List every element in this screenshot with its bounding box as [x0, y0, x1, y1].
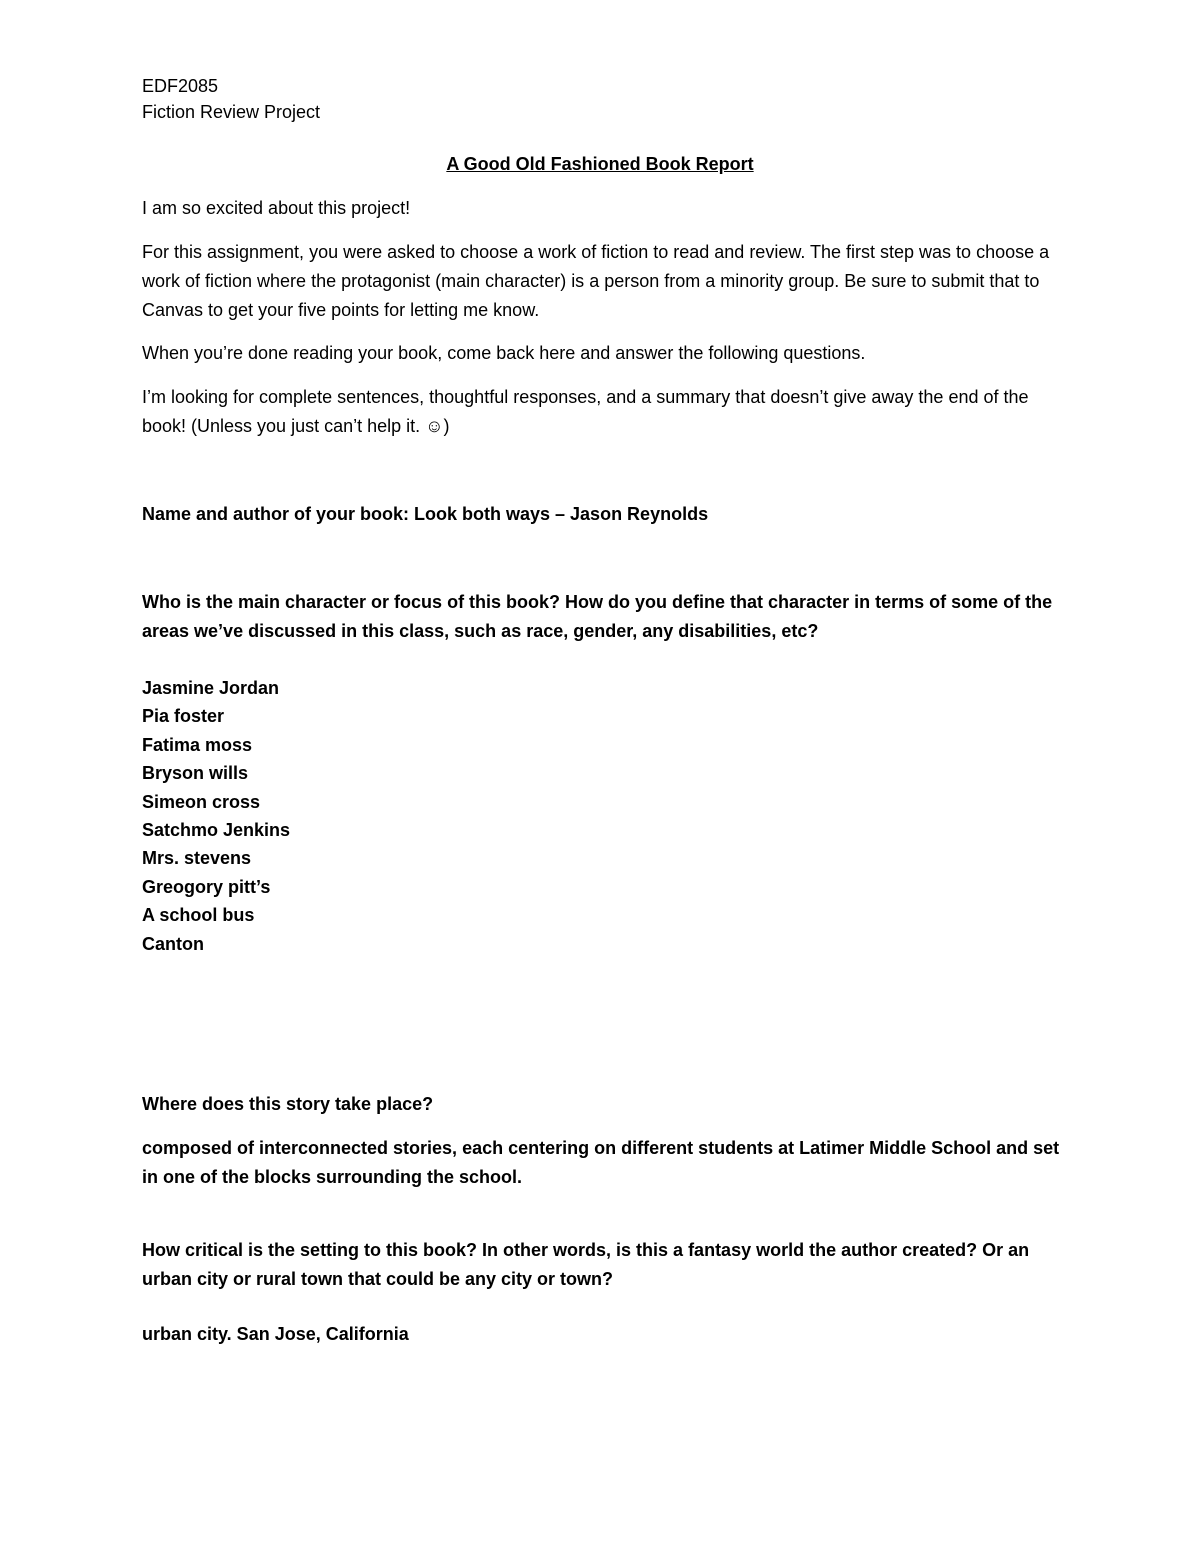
list-item: Bryson wills [142, 763, 249, 784]
character-list [142, 674, 290, 958]
question-setting: Where does this story take place? [142, 1094, 434, 1114]
list-item: A school bus [142, 905, 255, 926]
project-name: Fiction Review Project [142, 102, 321, 122]
book-title-author: Name and author of your book: Look both ways – Jason Reynolds [142, 504, 709, 524]
document-title: A Good Old Fashioned Book Report [446, 154, 754, 174]
answer-setting-importance: urban city. San Jose, California [142, 1324, 409, 1344]
list-item: Canton [142, 933, 204, 954]
answer-setting: composed of interconnected stories, each centering on different students at Latimer Middle School and set in one of the blocks surrounding the school. [142, 1138, 1060, 1187]
intro-assignment: For this assignment, you were asked to choose a work of fiction to read and review. The first step was to choose a work of fiction where the protagonist (main character) is a person from a minority group. Be sure to submit that to Canvas to get your five points for letting me know. [142, 242, 1050, 320]
intro-excited: I am so excited about this project! [142, 198, 411, 218]
list-item: Satchmo Jenkins [142, 820, 291, 841]
list-item: Greogory pitt’s [142, 876, 271, 897]
intro-looking-for: I’m looking for complete sentences, thoughtful responses, and a summary that doesn’t give away the end of the book! (Unless you just can’t help it. ☺) [142, 387, 1029, 436]
list-item: Fatima moss [142, 734, 253, 755]
question-main-character: Who is the main character or focus of this book? How do you define that character in terms of some of the areas we’ve discussed in this class, such as race, gender, any disabilities, etc? [142, 592, 1053, 641]
course-code: EDF2085 [142, 76, 219, 96]
list-item: Jasmine Jordan [142, 678, 280, 698]
intro-when-done: When you’re done reading your book, come back here and answer the following questions. [142, 343, 866, 363]
list-item: Simeon cross [142, 791, 261, 812]
question-setting-importance: How critical is the setting to this book? In other words, is this a fantasy world the author created? Or an urban city or rural town that could be any city or town? [142, 1240, 1030, 1289]
list-item: Mrs. stevens [142, 848, 252, 869]
list-item: Pia foster [142, 706, 225, 727]
